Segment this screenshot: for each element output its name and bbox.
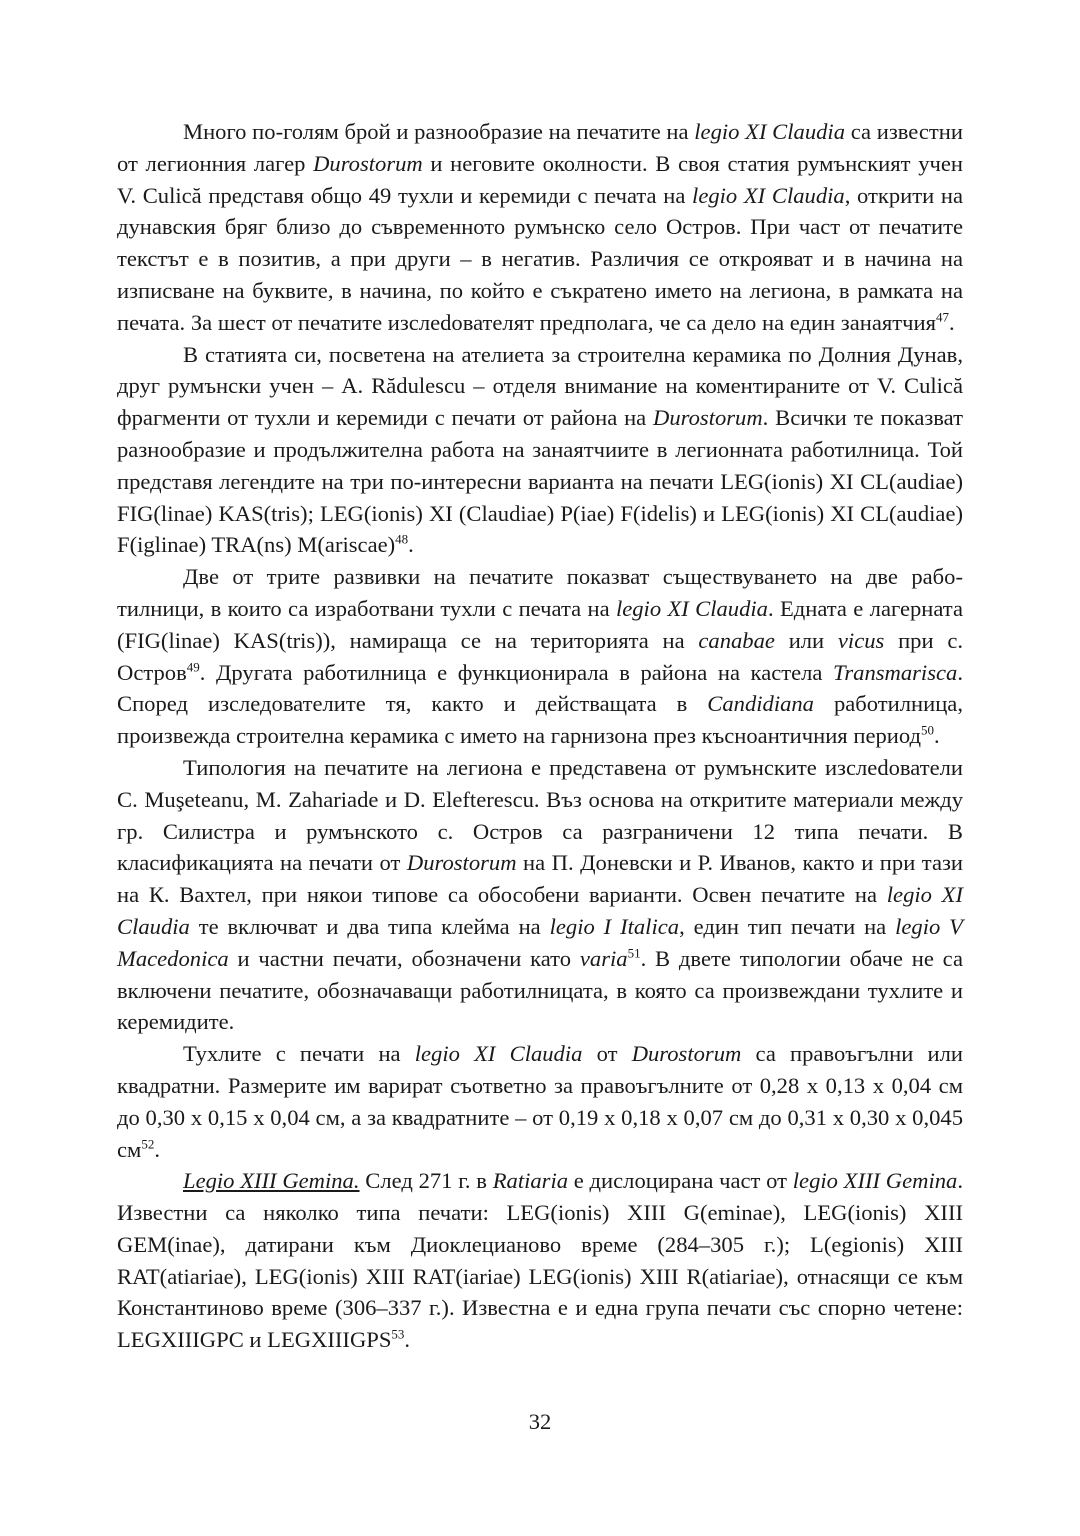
footnote-ref: 48 bbox=[395, 531, 409, 547]
paragraph bbox=[117, 752, 963, 1038]
text-run: или bbox=[774, 627, 838, 653]
text-run: Типология на печатите на легиона е представена от румънските изслеdователи C. Muşeteanu, M. Zahariade и D. Elefterescu. Въз основа на откритите материали между гр. Силистра и румънското с. Остров са разграничени 12 типа печати. В класификацията на печати от bbox=[117, 754, 963, 876]
section-heading-underline bbox=[183, 1168, 360, 1193]
text-run: . bbox=[408, 532, 414, 558]
text-run: са известни от легионния лагер bbox=[117, 119, 963, 176]
italic-term: Durostorum bbox=[406, 850, 517, 876]
italic-term: Transmarisca bbox=[833, 659, 958, 685]
text-run: , един тип печати на bbox=[679, 913, 896, 939]
text-run: от bbox=[582, 1041, 632, 1067]
text-run: . Според изследователите тя, както и действащата в bbox=[117, 659, 963, 717]
italic-term: Ratiaria bbox=[492, 1168, 569, 1194]
text-run: на П. Доневски и Р. Иванов, както и при тази на К. Вахтел, при някои типове са обособени варианти. Освен печатите на bbox=[117, 850, 963, 908]
italic-term: legio XI Claudia bbox=[414, 1041, 583, 1067]
text-run: са правоъгълни или квадратни. Размерите им варират съответно за правоъгълните от 0,28 x 0,13 x 0,04 см до 0,30 x 0,15 x 0,04 см, а за квадратните – от 0,19 x 0,18 x 0,07 см до 0,31 x 0,30 x 0,045 см bbox=[117, 1041, 963, 1162]
text-run: . bbox=[934, 723, 940, 749]
paragraph bbox=[117, 1038, 963, 1165]
italic-term: legio XI Claudia bbox=[692, 182, 845, 208]
footnote-ref: 47 bbox=[936, 309, 949, 325]
text-run: . Всички те показват разнообразие и продължителна работа на занаятчиите в легионната работилница. Той представя легендите на три по-интересни варианта на печати LEG(ionis) XI CL(audiae) FIG(linae) KAS(tris); LEG(ionis) XI (Claudiae) P(iae) F(idelis) и LEG(ionis) XI CL(audiae) F(iglinae) TRA(ns) M(ariscae) bbox=[117, 405, 963, 558]
italic-term: legio XI Claudia bbox=[694, 119, 845, 144]
paragraph bbox=[117, 561, 963, 752]
italic-term: legio XIII Gemina bbox=[792, 1168, 958, 1194]
body-text bbox=[117, 116, 963, 1356]
footnote-ref: 49 bbox=[186, 659, 200, 675]
text-run: е дислоцирана част от bbox=[568, 1168, 793, 1194]
text-run: Много по-голям брой и разнообразие на печатите на bbox=[183, 119, 695, 144]
italic-term: varia bbox=[579, 945, 628, 971]
text-run: . В двете типологии обаче не са включени печатите, обозначаващи работилницата, в която са произвеждани тухлите и керемидите. bbox=[117, 945, 963, 1035]
footnote-ref: 53 bbox=[391, 1326, 405, 1342]
paragraph bbox=[117, 116, 963, 339]
text-run: . Другата работилница е функционирала в района на кастела bbox=[199, 659, 834, 685]
text-run: Две от трите развивки на печатите показват съществуването на две работилници, в които са изработвани тухли с печата на bbox=[117, 564, 963, 621]
text-run: . Едната е лагерната (FIG(linae) KAS(tris)), намираща се на територията на bbox=[117, 595, 963, 653]
italic-term: legio V Macedonica bbox=[117, 913, 963, 971]
text-run: те включват и два типа клейма на bbox=[189, 913, 550, 939]
italic-term: Durostorum bbox=[631, 1041, 742, 1067]
text-run: В статията си, посветена на ателиета за строителна керамика по Долния Дунав, друг румънски учен – A. Rădulescu – отделя внимание на коментираните от V. Culică фрагменти от тухли и керемиди с печати от района на bbox=[117, 341, 963, 431]
page-number: 32 bbox=[528, 1409, 552, 1434]
text-run: при с. Остров bbox=[117, 627, 964, 685]
text-run: Тухлите с печати на bbox=[183, 1041, 415, 1067]
italic-term: legio I Italica bbox=[549, 913, 680, 939]
text-run: и неговите околности. В своя статия румънският учен V. Culică представя общо 49 тухли и керемиди с печата на bbox=[117, 150, 963, 208]
text-run: , открити на дунавския бряг близо до съвременното румънско село Остров. При част от печатите текстът е в позитив, а при други – в негатив. Различия се открояват и в начина на изписване на буквите, в начина, по който е съкратено името на легиона, в рамката на печата. За шест от печатите изслеdователят предполага, че са дело на един занаятчия bbox=[117, 182, 963, 335]
italic-term: vicus bbox=[837, 627, 885, 653]
text-run: и частни печати, обозначени като bbox=[228, 945, 580, 971]
italic-term: Durostorum bbox=[313, 150, 423, 176]
text-run: . bbox=[949, 309, 955, 335]
italic-term: canabae bbox=[698, 627, 775, 653]
italic-term: Candidiana bbox=[707, 691, 814, 717]
footnote-ref: 50 bbox=[921, 722, 934, 738]
italic-term: legio XI Claudia bbox=[615, 595, 768, 621]
text-run: . bbox=[404, 1327, 411, 1353]
footnote-ref: 52 bbox=[141, 1135, 155, 1151]
text-run: работилница, произвежда строителна керамика с името на гарнизона през късноантичния период bbox=[117, 691, 963, 749]
footnote-ref: 51 bbox=[627, 945, 641, 961]
text-run: След 271 г. в bbox=[359, 1168, 493, 1194]
text-run: . Известни са няколко типа печати: LEG(ionis) XIII G(eminae), LEG(ionis) XIII GEM(inae), датирани към Диоклецианово време (284–305 г.); L(egionis) XIII RAT(atiariae), LEG(ionis) XIII RAT(iariae) LEG(ionis) XIII R(atiariae), отнасящи се към Константиново време (306–337 г.). Известна е и една група печати със спорно четене: LEGXIIIGPC и LEGXIIIGPS bbox=[117, 1168, 963, 1353]
text-run: . bbox=[154, 1136, 160, 1162]
italic-term: Durostorum bbox=[653, 405, 763, 431]
italic-term: legio XI Claudia bbox=[117, 882, 963, 939]
section-heading: Legio XIII Gemina. bbox=[183, 1168, 360, 1194]
paragraph bbox=[117, 1165, 963, 1356]
paragraph bbox=[117, 339, 963, 562]
